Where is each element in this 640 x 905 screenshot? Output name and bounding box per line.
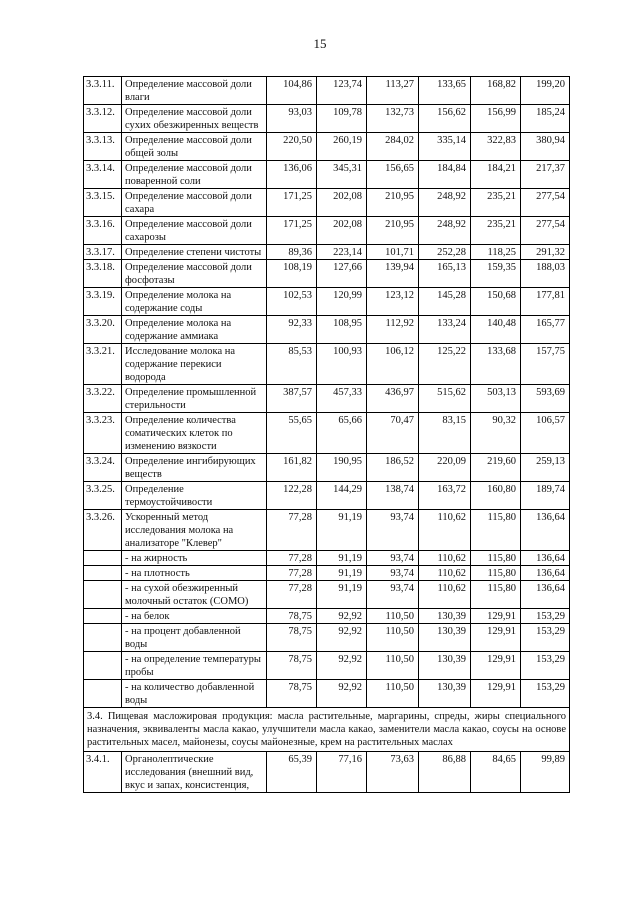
price-cell: 171,25	[267, 217, 317, 245]
price-cell: 380,94	[521, 133, 570, 161]
item-code: 3.3.12.	[84, 105, 122, 133]
price-cell: 252,28	[419, 245, 471, 260]
price-cell: 91,19	[317, 551, 367, 566]
price-cell: 93,74	[367, 566, 419, 581]
table-row	[84, 752, 570, 793]
item-code	[84, 624, 122, 652]
price-cell: 90,32	[471, 413, 521, 454]
price-cell: 129,91	[471, 609, 521, 624]
price-cell: 110,50	[367, 652, 419, 680]
table-row	[84, 385, 570, 413]
item-name: Исследование молока на содержание перекиси водорода	[122, 344, 267, 385]
price-cell: 104,86	[267, 77, 317, 105]
price-cell: 93,74	[367, 581, 419, 609]
price-cell: 165,13	[419, 260, 471, 288]
price-cell: 132,73	[367, 105, 419, 133]
item-name: Определение молока на содержание аммиака	[122, 316, 267, 344]
table-row	[84, 652, 570, 680]
price-cell: 133,65	[419, 77, 471, 105]
price-cell: 189,74	[521, 482, 570, 510]
price-cell: 136,64	[521, 581, 570, 609]
price-cell: 220,50	[267, 133, 317, 161]
price-cell: 130,39	[419, 680, 471, 708]
item-code	[84, 581, 122, 609]
price-cell: 235,21	[471, 217, 521, 245]
price-cell: 123,74	[317, 77, 367, 105]
price-cell: 125,22	[419, 344, 471, 385]
item-code: 3.3.20.	[84, 316, 122, 344]
table-row	[84, 316, 570, 344]
price-cell: 217,37	[521, 161, 570, 189]
price-cell: 156,99	[471, 105, 521, 133]
price-cell: 184,84	[419, 161, 471, 189]
price-cell: 92,92	[317, 680, 367, 708]
table-row	[84, 413, 570, 454]
price-cell: 136,64	[521, 566, 570, 581]
table-row	[84, 566, 570, 581]
item-code	[84, 652, 122, 680]
item-name: - на количество добавленной воды	[122, 680, 267, 708]
price-cell: 113,27	[367, 77, 419, 105]
price-cell: 73,63	[367, 752, 419, 793]
table-row	[84, 680, 570, 708]
price-cell: 161,82	[267, 454, 317, 482]
price-cell: 457,33	[317, 385, 367, 413]
table-row	[84, 510, 570, 551]
price-cell: 65,66	[317, 413, 367, 454]
price-cell: 190,95	[317, 454, 367, 482]
item-name: - на сухой обезжиренный молочный остаток (СОМО)	[122, 581, 267, 609]
price-cell: 133,24	[419, 316, 471, 344]
price-cell: 145,28	[419, 288, 471, 316]
table-row	[84, 105, 570, 133]
item-code: 3.3.14.	[84, 161, 122, 189]
price-cell: 120,99	[317, 288, 367, 316]
item-code: 3.3.25.	[84, 482, 122, 510]
price-cell: 115,80	[471, 510, 521, 551]
item-code	[84, 609, 122, 624]
price-cell: 220,09	[419, 454, 471, 482]
price-cell: 110,62	[419, 566, 471, 581]
table-row	[84, 482, 570, 510]
item-code: 3.3.22.	[84, 385, 122, 413]
price-cell: 165,77	[521, 316, 570, 344]
price-cell: 387,57	[267, 385, 317, 413]
price-cell: 108,19	[267, 260, 317, 288]
price-cell: 89,36	[267, 245, 317, 260]
table-row	[84, 245, 570, 260]
item-name: Определение массовой доли влаги	[122, 77, 267, 105]
item-name: - на плотность	[122, 566, 267, 581]
price-cell: 77,28	[267, 566, 317, 581]
price-cell: 171,25	[267, 189, 317, 217]
price-cell: 160,80	[471, 482, 521, 510]
price-cell: 78,75	[267, 624, 317, 652]
price-cell: 153,29	[521, 652, 570, 680]
price-cell: 85,53	[267, 344, 317, 385]
section-header: 3.4. Пищевая масложировая продукция: масла растительные, маргарины, спреды, жиры специального назначения, эквиваленты масла какао, улучшители масла какао, заменители масла какао, соусы на основе растительных масел, майонезы, соусы майонезные, крем на растительных маслах	[84, 708, 570, 752]
price-cell: 77,28	[267, 581, 317, 609]
price-cell: 110,62	[419, 581, 471, 609]
price-cell: 77,28	[267, 510, 317, 551]
item-code: 3.3.17.	[84, 245, 122, 260]
table-row	[84, 609, 570, 624]
price-cell: 130,39	[419, 609, 471, 624]
item-name: Определение ингибирующих веществ	[122, 454, 267, 482]
price-cell: 202,08	[317, 189, 367, 217]
price-cell: 115,80	[471, 566, 521, 581]
price-cell: 235,21	[471, 189, 521, 217]
price-cell: 186,52	[367, 454, 419, 482]
price-cell: 188,03	[521, 260, 570, 288]
price-cell: 92,92	[317, 624, 367, 652]
table-row	[84, 260, 570, 288]
price-cell: 110,62	[419, 510, 471, 551]
item-name: Определение массовой доли сахара	[122, 189, 267, 217]
price-cell: 130,39	[419, 624, 471, 652]
price-cell: 92,33	[267, 316, 317, 344]
price-cell: 277,54	[521, 189, 570, 217]
table-row	[84, 551, 570, 566]
price-cell: 129,91	[471, 680, 521, 708]
price-cell: 210,95	[367, 189, 419, 217]
price-cell: 106,12	[367, 344, 419, 385]
item-code: 3.3.13.	[84, 133, 122, 161]
price-cell: 77,16	[317, 752, 367, 793]
price-cell: 91,19	[317, 510, 367, 551]
price-cell: 210,95	[367, 217, 419, 245]
price-cell: 156,65	[367, 161, 419, 189]
price-cell: 136,64	[521, 551, 570, 566]
price-cell: 110,62	[419, 551, 471, 566]
price-cell: 93,03	[267, 105, 317, 133]
price-table	[83, 76, 570, 793]
price-cell: 136,64	[521, 510, 570, 551]
price-cell: 130,39	[419, 652, 471, 680]
item-code: 3.3.24.	[84, 454, 122, 482]
price-cell: 259,13	[521, 454, 570, 482]
price-cell: 248,92	[419, 189, 471, 217]
price-cell: 284,02	[367, 133, 419, 161]
table-row	[84, 454, 570, 482]
item-name: Определение термоустойчивости	[122, 482, 267, 510]
price-cell: 108,95	[317, 316, 367, 344]
price-cell: 78,75	[267, 609, 317, 624]
item-name: Определение массовой доли общей золы	[122, 133, 267, 161]
price-cell: 77,28	[267, 551, 317, 566]
price-cell: 70,47	[367, 413, 419, 454]
item-code: 3.3.18.	[84, 260, 122, 288]
price-cell: 184,21	[471, 161, 521, 189]
price-cell: 99,89	[521, 752, 570, 793]
price-cell: 156,62	[419, 105, 471, 133]
price-cell: 100,93	[317, 344, 367, 385]
price-cell: 110,50	[367, 624, 419, 652]
item-code: 3.3.11.	[84, 77, 122, 105]
item-code	[84, 551, 122, 566]
price-cell: 78,75	[267, 680, 317, 708]
item-code: 3.3.15.	[84, 189, 122, 217]
table-row	[84, 133, 570, 161]
item-name: Определение массовой доли сахарозы	[122, 217, 267, 245]
price-cell: 115,80	[471, 551, 521, 566]
item-code: 3.3.16.	[84, 217, 122, 245]
page-number: 15	[313, 36, 327, 51]
item-code: 3.4.1.	[84, 752, 122, 793]
table-row	[84, 344, 570, 385]
price-cell: 83,15	[419, 413, 471, 454]
price-cell: 55,65	[267, 413, 317, 454]
price-cell: 177,81	[521, 288, 570, 316]
price-cell: 91,19	[317, 581, 367, 609]
item-name: - на белок	[122, 609, 267, 624]
item-name: Определение промышленной стерильности	[122, 385, 267, 413]
price-cell: 322,83	[471, 133, 521, 161]
price-cell: 129,91	[471, 624, 521, 652]
item-name: Ускоренный метод исследования молока на анализаторе "Клевер"	[122, 510, 267, 551]
item-name: - на жирность	[122, 551, 267, 566]
price-cell: 202,08	[317, 217, 367, 245]
price-cell: 140,48	[471, 316, 521, 344]
item-name: Определение количества соматических клеток по изменению вязкости	[122, 413, 267, 454]
price-cell: 115,80	[471, 581, 521, 609]
price-cell: 503,13	[471, 385, 521, 413]
item-name: Определение молока на содержание соды	[122, 288, 267, 316]
price-cell: 159,35	[471, 260, 521, 288]
price-cell: 335,14	[419, 133, 471, 161]
price-cell: 110,50	[367, 609, 419, 624]
price-cell: 144,29	[317, 482, 367, 510]
item-name: - на определение температуры пробы	[122, 652, 267, 680]
price-cell: 84,65	[471, 752, 521, 793]
price-cell: 277,54	[521, 217, 570, 245]
item-code: 3.3.21.	[84, 344, 122, 385]
price-cell: 118,25	[471, 245, 521, 260]
price-cell: 163,72	[419, 482, 471, 510]
item-code: 3.3.19.	[84, 288, 122, 316]
price-cell: 101,71	[367, 245, 419, 260]
price-cell: 157,75	[521, 344, 570, 385]
price-cell: 127,66	[317, 260, 367, 288]
price-cell: 129,91	[471, 652, 521, 680]
price-cell: 110,50	[367, 680, 419, 708]
price-cell: 86,88	[419, 752, 471, 793]
table-row	[84, 161, 570, 189]
item-name: Определение степени чистоты	[122, 245, 267, 260]
table-row	[84, 288, 570, 316]
price-cell: 78,75	[267, 652, 317, 680]
price-cell: 65,39	[267, 752, 317, 793]
price-cell: 138,74	[367, 482, 419, 510]
price-cell: 136,06	[267, 161, 317, 189]
item-name: Определение массовой доли фосфотазы	[122, 260, 267, 288]
price-cell: 123,12	[367, 288, 419, 316]
price-cell: 122,28	[267, 482, 317, 510]
section-row	[84, 708, 570, 752]
price-cell: 153,29	[521, 609, 570, 624]
price-cell: 436,97	[367, 385, 419, 413]
price-cell: 291,32	[521, 245, 570, 260]
price-cell: 515,62	[419, 385, 471, 413]
price-cell: 199,20	[521, 77, 570, 105]
item-code: 3.3.23.	[84, 413, 122, 454]
table-row	[84, 189, 570, 217]
item-code	[84, 680, 122, 708]
price-cell: 593,69	[521, 385, 570, 413]
table-row	[84, 217, 570, 245]
price-cell: 260,19	[317, 133, 367, 161]
price-cell: 153,29	[521, 624, 570, 652]
price-cell: 93,74	[367, 510, 419, 551]
price-cell: 109,78	[317, 105, 367, 133]
price-cell: 248,92	[419, 217, 471, 245]
table-row	[84, 624, 570, 652]
price-cell: 112,92	[367, 316, 419, 344]
price-cell: 139,94	[367, 260, 419, 288]
price-cell: 345,31	[317, 161, 367, 189]
price-cell: 223,14	[317, 245, 367, 260]
table-row	[84, 77, 570, 105]
price-cell: 153,29	[521, 680, 570, 708]
price-cell: 168,82	[471, 77, 521, 105]
price-cell: 133,68	[471, 344, 521, 385]
item-name: Органолептические исследования (внешний вид, вкус и запах, консистенция,	[122, 752, 267, 793]
price-cell: 185,24	[521, 105, 570, 133]
item-name: - на процент добавленной воды	[122, 624, 267, 652]
price-cell: 93,74	[367, 551, 419, 566]
item-code: 3.3.26.	[84, 510, 122, 551]
price-cell: 102,53	[267, 288, 317, 316]
table-row	[84, 581, 570, 609]
price-cell: 91,19	[317, 566, 367, 581]
item-name: Определение массовой доли поваренной соли	[122, 161, 267, 189]
price-cell: 92,92	[317, 652, 367, 680]
price-cell: 150,68	[471, 288, 521, 316]
price-cell: 106,57	[521, 413, 570, 454]
price-cell: 92,92	[317, 609, 367, 624]
price-cell: 219,60	[471, 454, 521, 482]
item-name: Определение массовой доли сухих обезжиренных веществ	[122, 105, 267, 133]
item-code	[84, 566, 122, 581]
